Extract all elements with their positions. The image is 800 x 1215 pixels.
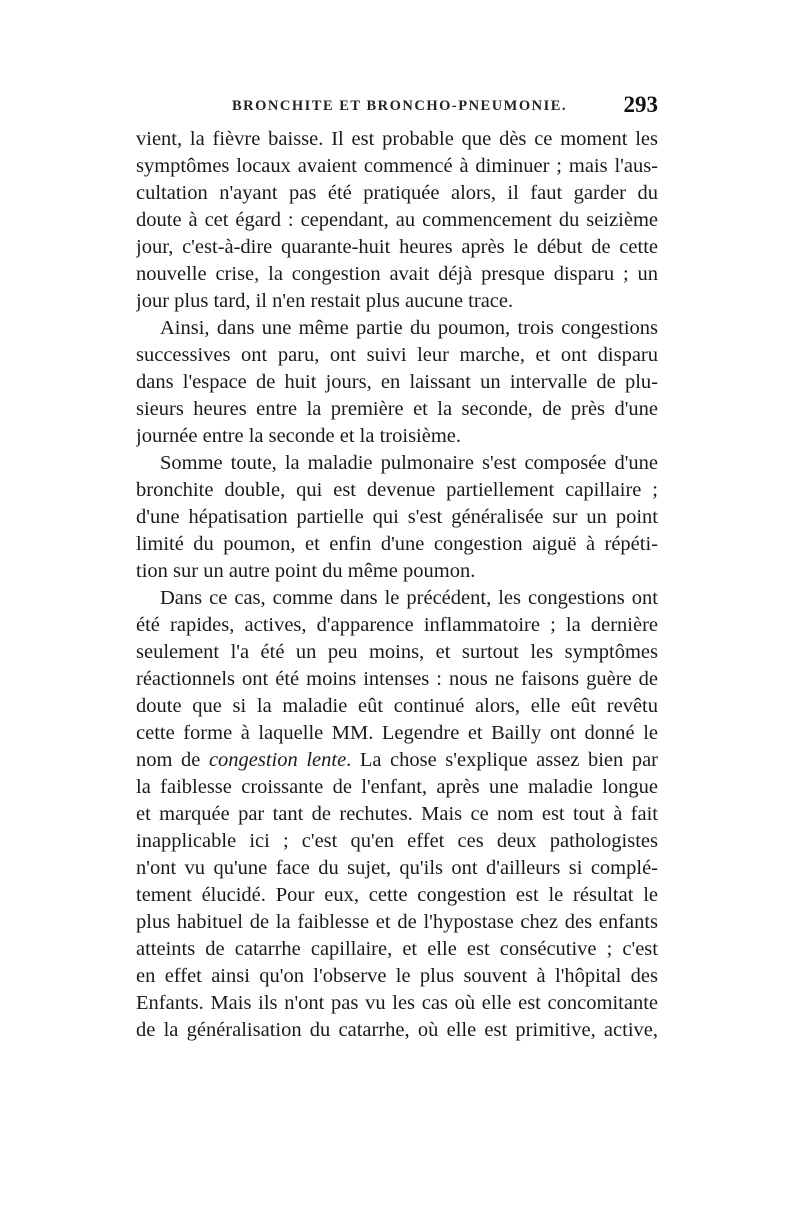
text-line: bronchite double, qui est devenue partiellement capillaire ; xyxy=(136,479,658,501)
text-line: d'une hépatisation partielle qui s'est généralisée sur un point xyxy=(136,506,658,528)
text-line: successives ont paru, ont suivi leur marche, et ont disparu xyxy=(136,344,658,366)
text-line: seulement l'a été un peu moins, et surtout les symptômes xyxy=(136,641,658,663)
text-line: jour, c'est-à-dire quarante-huit heures après le début de cette xyxy=(136,236,658,258)
text-line: dans l'espace de huit jours, en laissant un intervalle de plu- xyxy=(136,371,658,393)
text-line: inapplicable ici ; c'est qu'en effet ces deux pathologistes xyxy=(136,830,658,852)
text-line: jour plus tard, il n'en restait plus aucune trace. xyxy=(136,290,514,312)
text-segment: . La chose s'explique assez bien par xyxy=(346,749,658,771)
text-line-with-italic xyxy=(136,747,658,774)
text-line: de la généralisation du catarrhe, où elle est primitive, active, xyxy=(136,1019,658,1041)
text-segment: nom de xyxy=(136,749,209,771)
page-header xyxy=(136,92,658,124)
text-line: n'ont vu qu'une face du sujet, qu'ils ont d'ailleurs si complé- xyxy=(136,857,658,879)
text-line: Dans ce cas, comme dans le précédent, les congestions ont xyxy=(160,587,658,609)
text-line: atteints de catarrhe capillaire, et elle est consécutive ; c'est xyxy=(136,938,658,960)
text-line: la faiblesse croissante de l'enfant, après une maladie longue xyxy=(136,776,658,798)
text-line: Somme toute, la maladie pulmonaire s'est composée d'une xyxy=(160,452,658,474)
text-line: été rapides, actives, d'apparence inflammatoire ; la dernière xyxy=(136,614,658,636)
text-line: journée entre la seconde et la troisième. xyxy=(136,425,462,447)
text-line: limité du poumon, et enfin d'une congestion aiguë à répéti- xyxy=(136,533,658,555)
text-line: Enfants. Mais ils n'ont pas vu les cas où elle est concomitante xyxy=(136,992,658,1014)
italic-term: congestion lente xyxy=(208,749,347,771)
text-line: plus habituel de la faiblesse et de l'hypostase chez des enfants xyxy=(136,911,658,933)
text-line: tion sur un autre point du même poumon. xyxy=(136,560,476,582)
text-line: vient, la fièvre baisse. Il est probable que dès ce moment les xyxy=(136,128,658,150)
text-line: tement élucidé. Pour eux, cette congestion est le résultat le xyxy=(136,884,658,906)
body-text xyxy=(136,126,658,1044)
text-line: en effet ainsi qu'on l'observe le plus souvent à l'hôpital des xyxy=(136,965,658,987)
text-line: Ainsi, dans une même partie du poumon, trois congestions xyxy=(160,317,658,339)
text-line: doute que si la maladie eût continué alors, elle eût revêtu xyxy=(136,695,658,717)
text-line: cultation n'ayant pas été pratiquée alors, il faut garder du xyxy=(136,182,658,204)
text-line: nouvelle crise, la congestion avait déjà presque disparu ; un xyxy=(136,263,658,285)
text-line: symptômes locaux avaient commencé à diminuer ; mais l'aus- xyxy=(136,155,658,177)
text-line: sieurs heures entre la première et la seconde, de près d'une xyxy=(136,398,658,420)
page-number: 293 xyxy=(623,92,658,117)
text-line: doute à cet égard : cependant, au commencement du seizième xyxy=(136,209,658,231)
text-line: réactionnels ont été moins intenses : nous ne faisons guère de xyxy=(136,668,658,690)
text-line: cette forme à laquelle MM. Legendre et Bailly ont donné le xyxy=(136,722,658,744)
running-title: BRONCHITE ET BRONCHO-PNEUMONIE. xyxy=(232,98,568,114)
text-line: et marquée par tant de rechutes. Mais ce nom est tout à fait xyxy=(136,803,658,825)
